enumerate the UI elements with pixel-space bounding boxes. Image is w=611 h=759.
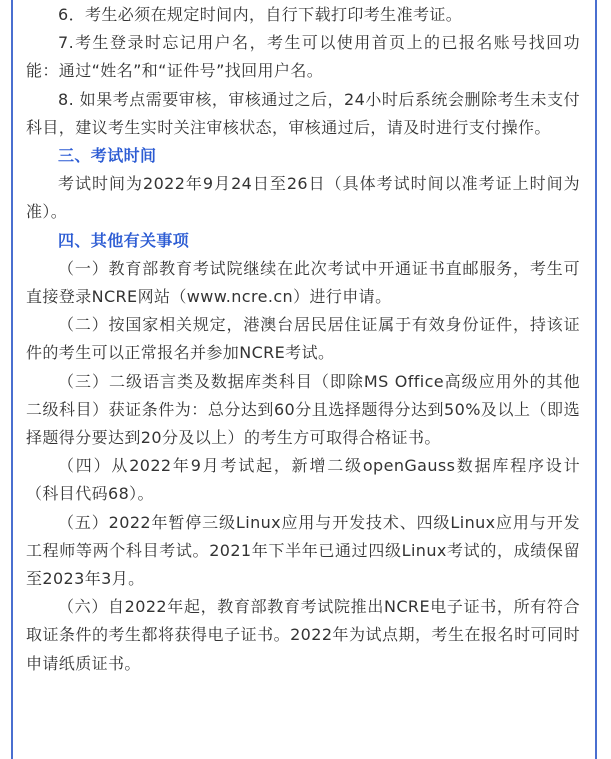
article-body bbox=[26, 1, 580, 678]
paragraph-item-8: 8. 如果考点需要审核，审核通过之后，24小时后系统会删除考生未支付科目，建议考生实时关注审核状态，审核通过后，请及时进行支付操作。 bbox=[26, 89, 580, 137]
other-item-1: （一）教育部教育考试院继续在此次考试中开通证书直邮服务，考生可直接登录NCRE网站（www.ncre.cn）进行申请。 bbox=[26, 258, 580, 307]
other-item-4: （四）从2022年9月考试起，新增二级openGauss数据库程序设计（科目代码68）。 bbox=[26, 456, 580, 504]
paragraph-item-6: 6．考生必须在规定时间内，自行下载打印考生准考证。 bbox=[58, 5, 463, 24]
other-item-2: （二）按国家相关规定，港澳台居民居住证属于有效身份证件，持该证件的考生可以正常报名并参加NCRE考试。 bbox=[26, 315, 580, 363]
exam-time-paragraph: 考试时间为2022年9月24日至26日（具体考试时间以准考证上时间为准）。 bbox=[26, 174, 580, 222]
other-item-3: （三）二级语言类及数据库类科目（即除MS Office高级应用外的其他二级科目）获证条件为：总分达到60分且选择题得分达到50%及以上（即选择题得分要达到20分及以上）的考生方可取得合格证书。 bbox=[26, 371, 580, 448]
section-heading-other-matters: 四、其他有关事项 bbox=[58, 230, 190, 250]
other-item-6: （六）自2022年起，教育部教育考试院推出NCRE电子证书，所有符合取证条件的考生都将获得电子证书。2022年为试点期，考生在报名时可同时申请纸质证书。 bbox=[26, 597, 580, 673]
paragraph-item-7: 7.考生登录时忘记用户名，考生可以使用首页上的已报名账号找回功能：通过“姓名”和“证件号”找回用户名。 bbox=[26, 33, 580, 81]
other-item-5: （五）2022年暂停三级Linux应用与开发技术、四级Linux应用与开发工程师等两个科目考试。2021年下半年已通过四级Linux考试的，成绩保留至2023年3月。 bbox=[26, 512, 580, 589]
section-heading-exam-time: 三、考试时间 bbox=[58, 146, 157, 166]
